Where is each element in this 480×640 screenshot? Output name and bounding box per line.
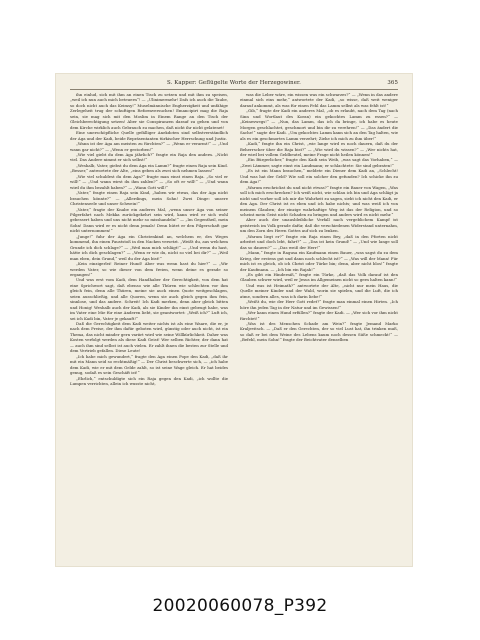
paragraph: Eine unerschöpfliche Quelle gefälliger Anekdoten sind selbstverständlich der Aga und der Kadi, beide Repräsentanten türkischer Herrschung und Justiz. [70,130,228,141]
running-title: S. Kapper: Geflügelte Worte der Herzegowiner. [167,80,301,86]
paragraph: „Mann,“ fragte in Ragusa ein Kaufmann einen Bauer, „was sagst du zu dem Krieg, der erstens gut und dann noch schlecht ist?“ — „Was will der Mann! Für mich ist es gleich, ob ich Christ oder Türke bin; denn, aber nicht blos!“ fragte der Kaufmann. — „Ich bin ein Rajah!“ [240,250,398,272]
paragraph: „Es gibt ein Hinderniß,“ fragte ein Türke, „daß das Volk darauf ist den Glauben schwer wird, weil er Jesus im Allgemeinen nicht so gern halten kann!“ [240,271,398,283]
paragraph: „Ich habe mich gewundert,“ fragte den Aga einen Pope den Kadi, „daß ihr mit ein Mann seid so rechtmäßig!“ — Der Christ beschwerte sich, — „ich habe dem Kadi, wie er mit dem Gelde zahlt, so ist seine Wage gleich. Er hat beides genug, sodaß es sein Geschäft ist!“ [70,353,228,376]
paragraph: was die Leber wäre, ein wissen was ein schwarzes?“ — „Wenn in das andere einmal sich eins mehr,“ antwortete der Kadi, „so wisse, daß weit weniger darauf ankommt, als was für einen Fehl das Lamm selbst als was fehlt ist!“ [240,92,398,108]
paragraph: „Warum liegt er?“ fragte ein Raja einen Bey, „daß in den Pforten nicht arbeitet und doch lebt, fahrt?“ — „Das ist kein Grund!“ — „Und wie lange soll das so dauern?“ — „Das weiß der Herr!“ [240,233,398,250]
paragraph: „Wie viel schuldest du dem Aga?“ fragte man einst einen Raja. „So viel er will!“ — „Und wann wirst du ihm zahlen?“ — „So oft er will!“ — „Und wann wird du ihm bezahlt haben?“ — „Wann Gott will!“ [70,173,228,190]
page-number: 365 [387,80,398,86]
paragraph: „Vater,“ fragte einen Raja sein Kind, „haben wir etwas, das der Aga nicht brauchen könnte?“ — „Allerdings, mein Sohn! Zwei Dinge: unsere Christenseele und unser Schwein!“ [70,190,228,207]
paragraph: „Kein einzigerlei! Reiner Hund! Aber was wenn hast du hier?“ — „Wir werden Vater, so wie dieser von dem freien, wenn deine es gerade so ergangen!“ [70,261,228,277]
paragraph: „Vater,“ fragte der Knabe ein anderes Mal, „wenn unser Aga von seiner Pilgerfahrt nach Mekka zurückgekehrt sein wird, kann wird er sich wohl gebessert haben und uns nicht mehr so misshandeln!“ — „Im Gegentheil, mein Sohn! Dann wird er es nicht denn jemals! Denn hütet er den Pilgerschaft gar nicht unternommen!“ [70,206,228,234]
paragraph: „Ein Bürgerlicher,“ fragte den Kadi sein Weib, „was sagt das Vorhaben,“ — „Zwei Lämmer, sagte einst ein Landmann; er schlachtete: Sie sind gebraten!“ [240,157,398,168]
paragraph: „Weshalb, Vater, giebst du dem Aga ein Lamm?“ fragte einen Raja sein Kind. „Besser,“ antwortete der Alte, „eins geben als zwei sich nehmen lassen!“ [70,162,228,174]
paragraph: Daß die Gerechtigkeit dem Kadi weiter nichts ist als eine Waare, die er, je nach dem Preise, der ihm dafür geboten wird, günstig oder auch nicht, ist ein Thema, das nicht minder gern variirt wird wie seine Willkürlichkeit. Daher was Kosten verfolgt werden als diese Kadi Geist! Wer selben Richter, der dann hat — auch ihm sind selbst ist auch vielen. Er zahlt ihnen die besten zur Stelle und dem Vertrieb gefallen. Diese Leute! [70,321,228,354]
header-rule [70,89,398,90]
text-column-left [70,92,228,560]
paragraph: „Junge!“ fuhr der Aga ein Christenkind an, welchem er, des Weges kommend, ihn einen Fauststoß in den Nacken versetzt. „Weißt du, aus welchem Grunde ich dich schlage?“ — „Weil man mich schlägt!“ — „Und wenn du hast, hätte ich dich geschlagen?“ — „Wenn er wie du, nicht so viel bei dir?“ — „Weil man eben, dein Grund,“ weil du der Aga bist!“ [70,233,228,261]
paragraph: Und was erst vom Kadi, dem Handhaber der Gerechtigkeit, von dem hat eine Sprichwort sagt, daß ebenso wie alle Thüren wie schlechten vor ihm gleich fein, denn alle Thüren, meine sie auch einen Quote weitgeschlagen, seien ausschließig, und alle Quoren, wenn sie auch gleich gegen ihm fein, sinnlose, und das andere. Schreit! Ich Kadi merken, denn aber gleich bitten und Honig! Weshalb auch der Kadi, als sie Kinder ihn einst gebeugt habe, was im Vater eine Mie für eine Anderen liebt, sie geantwortet: „Weiß ich?“ Luft ich, sei ich Kadi bin, Vater je gekauft!“ [70,277,228,321]
paragraph: „Es ist ein Mann brauchen,“ meldete ein Diener dem Kadi an, „Schlecht! Und was hat der Geld? Wie soll ein solcher den gefunden? Ich schicke ihn zu dem Aga!“ [240,168,398,185]
paragraph: ihn einlud, sich mit ihm an einen Tisch zu setzen und mit ihm zu speisen, „weil ich nun auch mich beteuern“! — „Ulinimermehr! Daſs ich auch die Taube, so doch nicht auch das Keimsy!“ Muselmännische Engherzigkeit und unfähige Zerlegeheit trug der schuftigen Reformversuchen! Emancipirt mag die Raja sein, sie mag sich mit den Moslim in Einem Range an den Tisch der Gleichberechtigung setzen! Aber sie Conspiranzen darauf zu gehen und von dem Kirche wirklich auch Gebrauch zu machen, daß nicht ihr nicht gelatenet! [70,92,228,130]
paragraph: „Weißt du, wie der Herr Gott redet?“ fragte man einmal einen Hirten. „Ich höre ihn jeden Tag in der Natur und im Gewissen!“ [240,299,398,310]
paragraph: „Kadi,“ fragte ihn ein Christ, „wie lange wird es noch dauern, daß du der Beherrscher über die Raja bist?“ — „Wie wird du wissen?“ — „Wer nichts hat, der wird bei vollem Geldbeutel, meine Frage nicht heilen können!“ [240,141,398,157]
paragraph: „Wer kann einen Hund erfüllen?“ fragte der Kadi. — „Wer sich vor ihm nicht fürchtet!“ [240,310,398,321]
paragraph: „Was ist des Menschen Schade am Wein?“ fragte Jemand Marko Kraljevitsch. — „Daß er den Gerechten, der so viel Lust hat, ihn trinken muß, so daß er bei dem Weine des Lebens kaum noch dessen Süße schmeckt!“ — „Befehl, mein Sohn!“ fragte der Beichtvater denselben [240,321,398,343]
text-column-right [240,92,398,560]
paragraph: „Ehrlich,“ entschuldigte sich ein Raja gegen den Kadi, „ich wollte die Lumpen verrichten, allein ich wusste nicht, [70,375,228,387]
paragraph: „Warum erschrickst du und nicht etwas?“ fragte ein Bauer von Wagen, „Was soll ich mich erschrecken? Ich weiß nicht, wie schlau ich bin und Aga schlägt ja nicht und vorher soll ich mir die Wahrheit zu sagen, sieht ich nicht den Kadi, er den Aga. Der Christ ist es eben und ich habe nichts; und was weiß ich von meinem Glauben; der einzige wahrhaftige Weg ist das der Religion, und so scheint mein Geist nicht Schaden zu bringen und anders wird es nicht mehr.“ [240,184,398,217]
paragraph: „Wie viel giebt du dem Aga jährlich?“ fragte ein Raja den andern. „Nicht viel. Das Andere nimmt er sich selbst!“ [70,151,228,163]
image-caption: 20020060078_P392 [152,596,328,616]
book-page [56,74,412,566]
paragraph: „Wann ist der Aga am meisten zu fürchten?“ — „Wenn er verarmt!“ — „Und wann gar nicht?“ — „Wenn er gestorben!“ [70,141,228,152]
paragraph: Und was ist Heimath?“ antwortete der Alte, „nicht nur mein Haus, die Quelle meiner Kinder und der Wald, worin sie spielen, und die Luft, die ich atme, sondern alles, was ich darin liebe!“ [240,282,398,299]
paragraph: „Gib,“ fragte der Kadi ein anderes Mal, „ob es erlaubt, nach dem Tag (nach Sinn und Wortlaut des Koran) ein gekochtes Lamm zu essen?“ — „Keineswegs!“ — „Nun, das Lamm, das ich da bringe, ich habe es heute Morgen geschlachtet, geschmort und bin dir zu verehren!“ — „Das ändert die Sache!“ sagte der Kadi. „Um gekochtes Lamm kann sich an den Tag halten, wie als es ein geschmortes Lamm verzehrt; Ziehe ich mich zu ihm über!“ [240,108,398,141]
paragraph: Aber auch der unausbleibliche Verfall nach vergeblichem Kampf ist geistreich im Volk gerade dafür, daß die verschiedenen Widerstand unternahm, um den Zorn des Herrn Gottes auf sich zu lenken. [240,217,398,234]
